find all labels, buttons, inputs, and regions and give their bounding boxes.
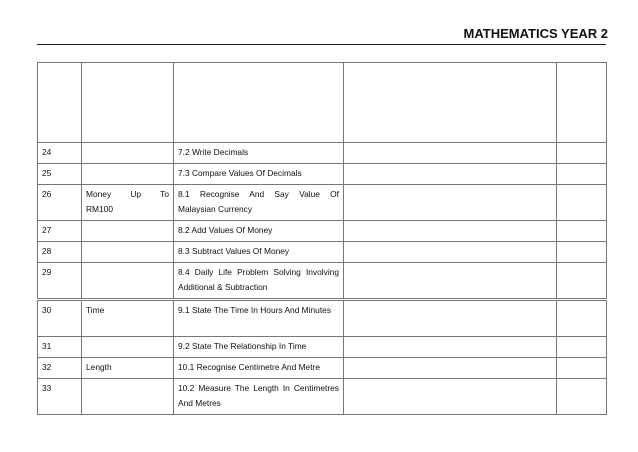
remarks-cell <box>557 300 607 337</box>
topic-cell <box>82 337 174 358</box>
objective-cell <box>344 263 557 300</box>
standard-cell: 7.2 Write Decimals <box>174 143 344 164</box>
objective-cell <box>344 379 557 415</box>
objective-cell <box>344 242 557 263</box>
standard-cell: 8.3 Subtract Values Of Money <box>174 242 344 263</box>
table-row <box>38 164 607 185</box>
table-header-row <box>38 63 607 143</box>
table-row <box>38 263 607 300</box>
standard-cell: 10.2 Measure The Length In Centimetres And Metres <box>174 379 344 415</box>
topic-cell <box>82 143 174 164</box>
remarks-cell <box>557 263 607 300</box>
table-row <box>38 185 607 221</box>
remarks-cell <box>557 143 607 164</box>
standard-cell: 9.1 State The Time In Hours And Minutes <box>174 300 344 337</box>
remarks-cell <box>557 164 607 185</box>
week-cell: 28 <box>38 242 82 263</box>
schedule-table <box>37 62 607 415</box>
week-cell: 30 <box>38 300 82 337</box>
topic-line: Money Up To <box>86 189 169 199</box>
header-cell-standard <box>174 63 344 143</box>
standard-cell: 10.1 Recognise Centimetre And Metre <box>174 358 344 379</box>
topic-cell <box>82 164 174 185</box>
topic-cell <box>82 185 174 221</box>
week-cell: 33 <box>38 379 82 415</box>
topic-cell <box>82 221 174 242</box>
remarks-cell <box>557 379 607 415</box>
week-cell: 25 <box>38 164 82 185</box>
page-title: MATHEMATICS YEAR 2 <box>463 26 608 41</box>
week-cell: 24 <box>38 143 82 164</box>
standard-cell: 9.2 State The Relationship In Time <box>174 337 344 358</box>
topic-cell <box>82 379 174 415</box>
table-row <box>38 143 607 164</box>
table-row <box>38 242 607 263</box>
table-row <box>38 379 607 415</box>
standard-cell: 8.1 Recognise And Say Value Of Malaysian Currency <box>174 185 344 221</box>
week-cell: 27 <box>38 221 82 242</box>
topic-cell <box>82 242 174 263</box>
topic-cell: Length <box>82 358 174 379</box>
standard-cell: 8.4 Daily Life Problem Solving Involving Additional & Subtraction <box>174 263 344 300</box>
header-cell-week <box>38 63 82 143</box>
table-row <box>38 337 607 358</box>
topic-cell <box>82 263 174 300</box>
week-cell: 26 <box>38 185 82 221</box>
remarks-cell <box>557 185 607 221</box>
week-cell: 31 <box>38 337 82 358</box>
remarks-cell <box>557 337 607 358</box>
table-row <box>38 221 607 242</box>
remarks-cell <box>557 242 607 263</box>
objective-cell <box>344 337 557 358</box>
remarks-cell <box>557 221 607 242</box>
objective-cell <box>344 300 557 337</box>
objective-cell <box>344 164 557 185</box>
objective-cell <box>344 143 557 164</box>
topic-line: RM100 <box>86 204 113 214</box>
week-cell: 29 <box>38 263 82 300</box>
remarks-cell <box>557 358 607 379</box>
standard-cell: 7.3 Compare Values Of Decimals <box>174 164 344 185</box>
header-cell-topic <box>82 63 174 143</box>
objective-cell <box>344 221 557 242</box>
header-divider <box>37 44 606 45</box>
standard-cell: 8.2 Add Values Of Money <box>174 221 344 242</box>
table-row <box>38 358 607 379</box>
objective-cell <box>344 185 557 221</box>
table-row <box>38 300 607 337</box>
week-cell: 32 <box>38 358 82 379</box>
objective-cell <box>344 358 557 379</box>
topic-cell: Time <box>82 300 174 337</box>
header-cell-objective <box>344 63 557 143</box>
header-cell-remarks <box>557 63 607 143</box>
